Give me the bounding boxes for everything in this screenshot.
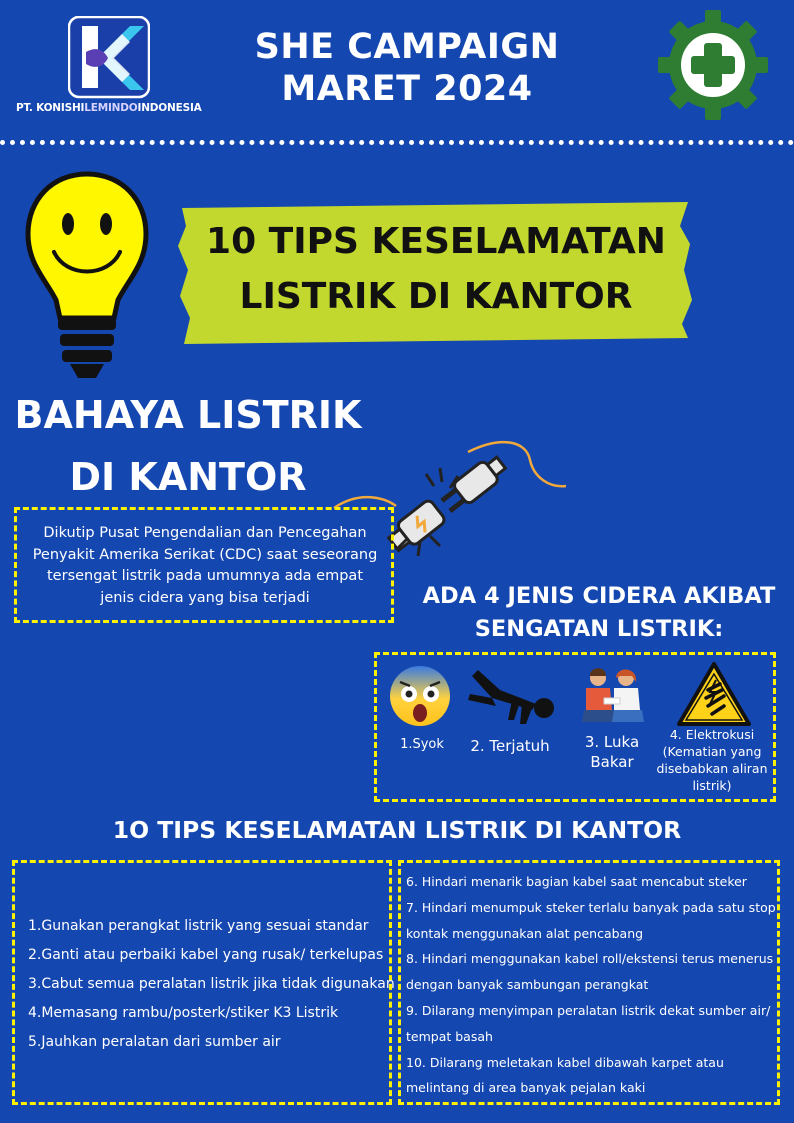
company-k-logo-icon [68, 16, 150, 100]
company-logo [12, 14, 212, 120]
first-aid-people-icon [580, 664, 646, 726]
tip-item: 4.Memasang rambu/posterk/stiker K3 Listrik [28, 1005, 339, 1021]
danger-heading [8, 384, 368, 508]
tips-list-left [28, 912, 398, 1057]
campaign-line-2: MARET 2024 [281, 69, 533, 109]
tip-line: 9. Dilarang menyimpan peralatan listrik dekat sumber air/ [406, 1002, 771, 1018]
tip-line: 7. Hindari menumpuk steker terlalu banyak pada satu stop [406, 899, 776, 915]
electric-hazard-icon [676, 660, 752, 728]
safety-cross-gear-icon [656, 8, 770, 122]
shocked-face-icon [388, 664, 452, 728]
injury-heading-line-2: SENGATAN LISTRIK: [474, 616, 724, 642]
campaign-line-1: SHE CAMPAIGN [254, 27, 560, 67]
smiling-lightbulb-icon [24, 168, 150, 382]
tip-line: kontak menggunakan alat pencabang [406, 925, 644, 941]
injury-label-3: 3. Luka Bakar [584, 733, 640, 771]
injury-label-2: 2. Terjatuh [470, 737, 550, 755]
tips-heading: 1O TIPS KESELAMATAN LISTRIK DI KANTOR [112, 816, 682, 844]
tip-item: 5.Jauhkan peralatan dari sumber air [28, 1034, 281, 1050]
tip-line: 6. Hindari menarik bagian kabel saat mencabut steker [406, 874, 747, 889]
tip-line: melintang di area banyak pejalan kaki [406, 1080, 646, 1096]
main-title-line-1: 10 TIPS KESELAMATAN [206, 221, 666, 262]
campaign-title [230, 26, 584, 110]
tip-item: 3.Cabut semua peralatan listrik jika tidak digunakan [28, 976, 395, 992]
injury-heading-line-1: ADA 4 JENIS CIDERA AKIBAT [422, 583, 776, 609]
main-title-line-2: LISTRIK DI KANTOR [239, 276, 633, 317]
tip-line: 10. Dilarang meletakan kabel dibawah karpet atau [406, 1054, 724, 1070]
header-divider [0, 140, 794, 145]
tips-list-right [406, 869, 776, 1101]
tip-line: 8. Hindari menggunakan kabel roll/ekstensi terus menerus [406, 951, 774, 967]
injury-label-1: 1.Syok [400, 737, 444, 752]
tip-line: dengan banyak sambungan perangkat [406, 977, 649, 993]
injury-types-heading [412, 580, 786, 646]
injury-label-4: 4. Elektrokusi (Kematian yang disebabkan aliran listrik) [656, 727, 768, 793]
company-name: PT. KONISHILEMINDOINDONESIA [16, 102, 202, 114]
tip-item: 1.Gunakan perangkat listrik yang sesuai standar [28, 918, 369, 934]
cdc-info-text: Dikutip Pusat Pengendalian dan Pencegahan Penyakit Amerika Serikat (CDC) saat seseorang tersengat listrik pada umumnya ada empat jenis cidera yang bisa terjadi [32, 525, 378, 606]
danger-heading-line-1: BAHAYA LISTRIK [14, 393, 362, 437]
tip-item: 2.Ganti atau perbaiki kabel yang rusak/ terkelupas [28, 947, 384, 963]
danger-heading-line-2: DI KANTOR [69, 455, 307, 499]
falling-person-icon [462, 668, 558, 728]
tip-line: tempat basah [406, 1028, 493, 1044]
main-title [176, 214, 696, 324]
